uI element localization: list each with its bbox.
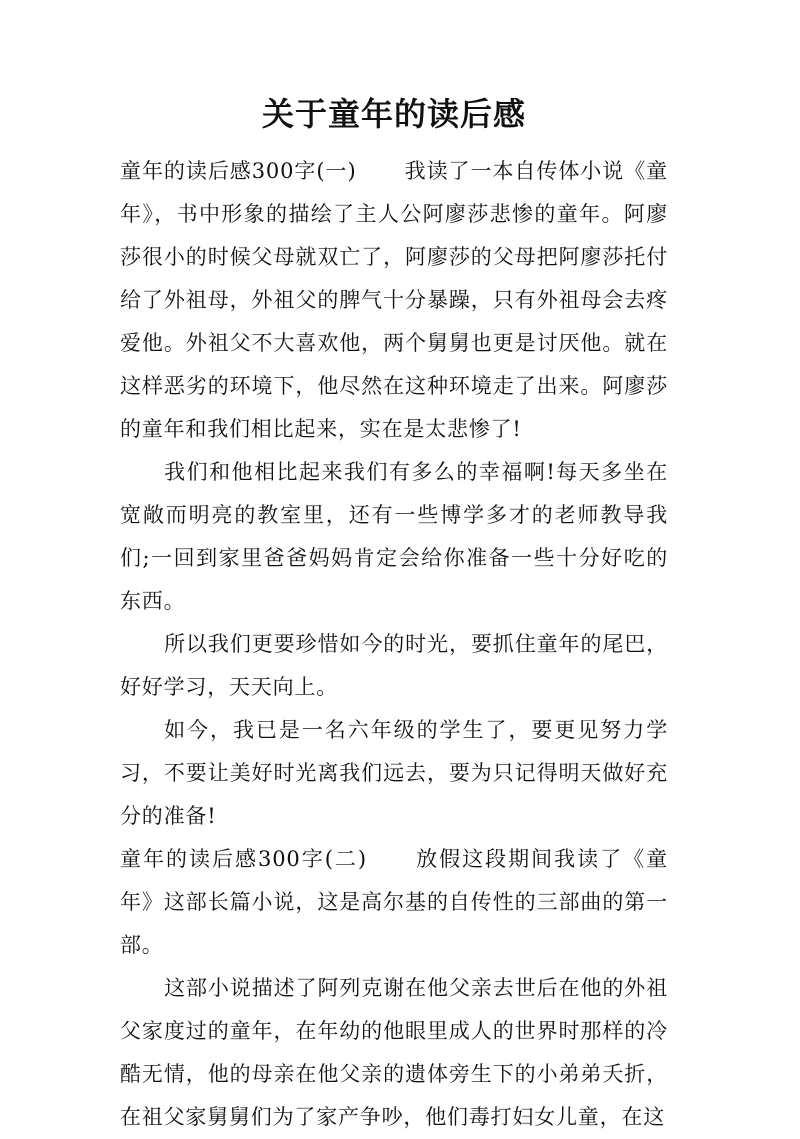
section-2-paragraph-2: 这部小说描述了阿列克谢在他父亲去世后在他的外祖父家度过的童年，在年幼的他眼里成人的世界时那样的冷酷无情，他的母亲在他父亲的遗体旁生下的小弟弟夭折，在祖父家舅舅们为了家产争吵，他们毒打妇女儿童，在这	[120, 976, 668, 1129]
section-1-heading: 童年的读后感300字(一)	[120, 159, 357, 183]
section-2-paragraph-1	[120, 838, 668, 967]
document-title: 关于童年的读后感	[261, 95, 526, 133]
section-1-paragraph-2: 我们和他相比起来我们有多么的幸福啊!每天多坐在宽敞而明亮的教室里，还有一些博学多才的老师教导我们;一回到家里爸爸妈妈肯定会给你准备一些十分好吃的东西。	[120, 460, 668, 613]
section-1-paragraph-1	[120, 150, 668, 451]
section-2-heading: 童年的读后感300字(二)	[120, 847, 367, 871]
section-1-paragraph-4: 如今，我已是一名六年级的学生了，要更见努力学习，不要让美好时光离我们远去，要为只记得明天做好充分的准备!	[120, 718, 668, 828]
section-1-paragraph-3: 所以我们更要珍惜如今的时光，要抓住童年的尾巴，好好学习，天天向上。	[120, 632, 668, 699]
paragraph-text: 我读了一本自传体小说《童年》，书中形象的描绘了主人公阿廖莎悲惨的童年。阿廖莎很小的时候父母就双亡了，阿廖莎的父母把阿廖莎托付给了外祖母，外祖父的脾气十分暴躁，只有外祖母会去疼爱他。外祖父不大喜欢他，两个舅舅也更是讨厌他。就在这样恶劣的环境下，他尽然在这种环境走了出来。阿廖莎的童年和我们相比起来，实在是太悲惨了!	[120, 159, 668, 441]
paragraph-text: 放假这段期间我读了《童年》这部长篇小说，这是高尔基的自传性的三部曲的第一部。	[120, 847, 668, 957]
document-page	[120, 92, 668, 1139]
